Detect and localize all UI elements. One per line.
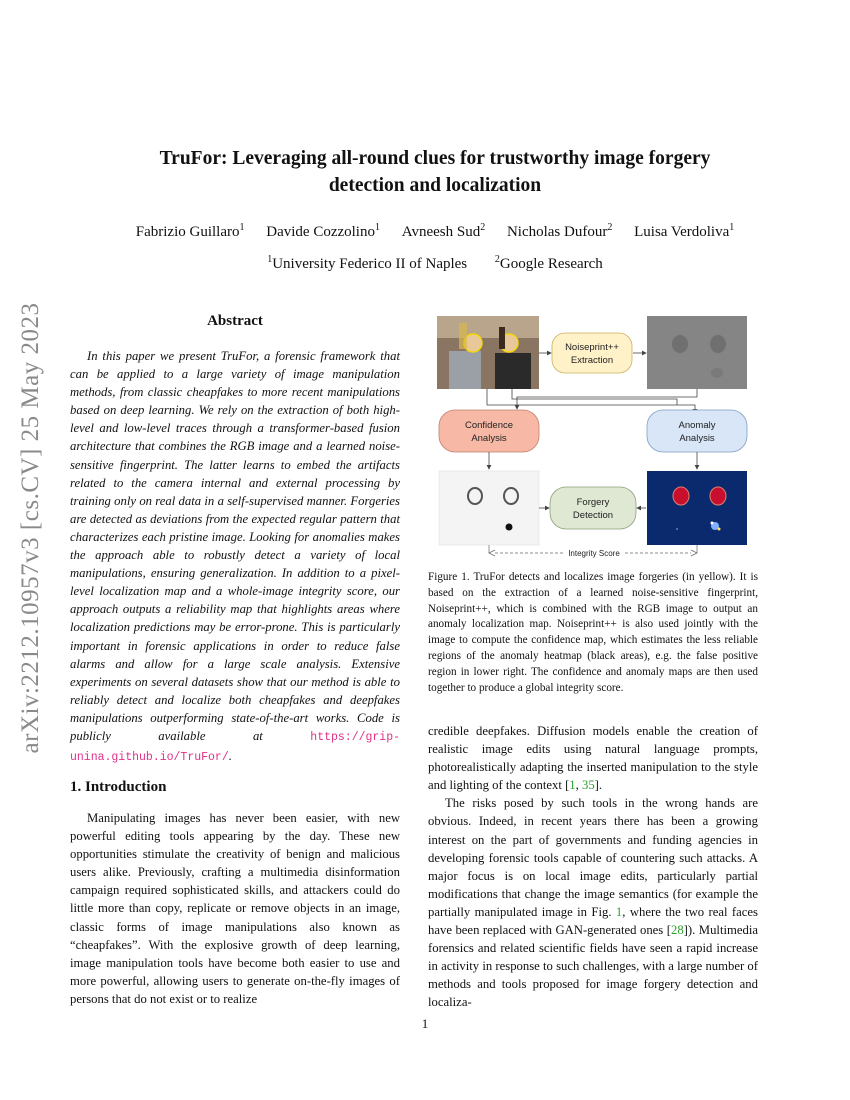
caption-text: TruFor detects and localizes image forgeries (in yellow). It is based on the extraction of a learned noise-sensitive fingerprint, Noiseprint++, which is combined with the RGB image to output an anomaly localization map. Noiseprint++ is also used jointly with the image to compute the confidence map, which estimates the less reliable regions of the anomaly heatmap (black areas), e.g. the false positive region in lower right. The confidence and anomaly maps are then used together to produce a global integrity score. bbox=[428, 571, 758, 694]
anomaly-analysis-box bbox=[647, 410, 747, 452]
forgery-label-1: Forgery bbox=[576, 497, 610, 508]
anomaly-label-1: Anomaly bbox=[678, 420, 716, 431]
title-line-1: TruFor: Leveraging all-round clues for trustworthy image forgery bbox=[159, 148, 711, 169]
paragraph: The risks posed by such tools in the wrong hands are obvious. Indeed, in recent years there has been a growing interest on the part of governments and funding agencies in developing forensic tools capable of countering such attacks. A major focus is on local image edits, particularly partial modifications that change the image semantics (for example the partially manipulated image in Fig. 1, where the two real faces have been replaced with GAN-generated ones [28]). Multimedia forensics and related scientific fields have seen a rapid increase in activity in response to such challenges, with a large number of methods and tools proposed for image forgery detection and localiza- bbox=[428, 796, 759, 1010]
title-line-2: detection and localization bbox=[328, 175, 542, 196]
input-photo bbox=[437, 316, 539, 389]
confidence-analysis-box bbox=[439, 410, 539, 452]
author: Luisa Verdoliva$^1$ bbox=[634, 222, 735, 240]
affiliation: $^1$University Federico II of Naples bbox=[267, 254, 468, 272]
figure-1-caption bbox=[428, 570, 758, 696]
paper-title bbox=[70, 145, 800, 199]
page-number: 1 bbox=[421, 1016, 429, 1031]
abstract-heading: Abstract bbox=[207, 313, 263, 329]
confidence-label-1: Confidence bbox=[464, 420, 514, 431]
noiseprint-label-1: Noiseprint++ bbox=[565, 342, 619, 353]
citation-link[interactable]: 1 bbox=[569, 778, 576, 793]
integrity-score-label: Integrity Score bbox=[568, 549, 620, 558]
noiseprint-label-2: Extraction bbox=[570, 355, 614, 366]
section-heading-introduction: 1. Introduction bbox=[70, 779, 167, 795]
anomaly-label-2: Analysis bbox=[679, 433, 715, 444]
author-list bbox=[70, 224, 800, 241]
right-column-text bbox=[428, 722, 758, 1012]
forgery-label-2: Detection bbox=[572, 510, 614, 521]
author: Nicholas Dufour$^2$ bbox=[506, 222, 613, 240]
citation-link[interactable]: 35 bbox=[581, 778, 595, 793]
confidence-label-2: Analysis bbox=[471, 433, 507, 444]
author: Fabrizio Guillaro$^1$ bbox=[135, 222, 245, 240]
citation-link[interactable]: 28 bbox=[670, 923, 684, 938]
arxiv-id: arXiv:2212.10957v3 [cs.CV] 25 May 2023 bbox=[17, 302, 44, 754]
noiseprint-map bbox=[647, 316, 747, 389]
figure-1-diagram bbox=[437, 313, 757, 563]
author: Avneesh Sud$^2$ bbox=[401, 222, 486, 240]
code-link[interactable]: https://grip-unina.github.io/TruFor/ bbox=[70, 730, 401, 765]
abstract-body: In this paper we present TruFor, a forensic framework that can be applied to a large variety of image manipulation methods, from classic cheapfakes to more recent manipulations based on deep learning. We rely on the extraction of both high-level and low-level traces through a transformer-based fusion architecture that combines the RGB image and a learned noise-sensitive fingerprint. The latter learns to embed the artifacts related to the camera internal and external processing by training only on real data in a self-supervised manner. Forgeries are detected as deviations from the expected regular pattern that characterizes each pristine image. Looking for anomalies makes the approach able to robustly detect a variety of local manipulations, ensuring generalization. In addition to a pixel-level localization map and a whole-image integrity score, our approach outputs a reliability map that highlights areas where localization predictions may be error-prone. This is particularly important in forensic applications in order to reduce false alarms and allow for a large scale analysis. Extensive experiments on several datasets show that our method is able to reliably detect and localize both cheapfakes and deepfakes manipulations outperforming state-of-the-art works. Code is publicly available at https://grip-unina.github.io/TruFor/. bbox=[70, 349, 401, 765]
affiliation-list bbox=[70, 256, 800, 273]
figure-reference-link[interactable]: 1 bbox=[615, 904, 623, 919]
noiseprint-extraction-box bbox=[552, 333, 632, 373]
introduction-paragraph: Manipulating images has never been easier, with new powerful editing tools appearing by the day. These new opportunities stimulate the creativity of benign and malicious users alike. Previously, crafting a multimedia disinformation campaign required sophisticated skills, and attackers could do little more than copy, replicate or remove objects in an image, classic forms of image manipulations also known as “cheapfakes”. With the explosive growth of deep learning, image manipulation tools have become both easier to use and more powerful, allowing users to generate on-the-fly images of persons that do not exist or to realize bbox=[70, 811, 400, 1006]
abstract-text: In this paper we present TruFor, a forensic framework that can be applied to a large variety of image manipulation methods, from classic cheapfakes to more recent manipulations based on deep learning. We rely on the extraction of both high-level and low-level traces through a transformer-based fusion architecture that combines the RGB image and a learned noise-sensitive fingerprint. The latter learns to embed the artifacts related to the camera internal and external processing by training only on real data in a self-supervised manner. Forgeries are detected as deviations from the expected regular pattern that characterizes each pristine image. Looking for anomalies makes the approach able to robustly detect a variety of local manipulations, ensuring generalization. In addition to a pixel-level localization map and a whole-image integrity score, our approach outputs a reliability map that highlights areas where localization predictions may be error-prone. This is particularly important in forensic applications in order to reduce false alarms and allow for a large scale analysis. Extensive experiments on several datasets show that our method is able to reliably detect and localize both cheapfakes and deepfakes manipulations outperforming state-of-the-art works. Code is publicly available at bbox=[70, 349, 400, 743]
caption-label: Figure 1. bbox=[428, 571, 470, 583]
paragraph: credible deepfakes. Diffusion models enable the creation of realistic image edits using natural language prompts, photorealistically adapting the inserted manipulation to the style and lighting of the context [1, 35]. bbox=[428, 724, 758, 793]
arxiv-sidebar-stamp bbox=[8, 0, 54, 1100]
anomaly-heatmap bbox=[647, 471, 747, 545]
affiliation: $^2$Google Research bbox=[494, 254, 603, 272]
confidence-map bbox=[439, 471, 539, 545]
author: Davide Cozzolino$^1$ bbox=[266, 222, 380, 240]
forgery-detection-box bbox=[550, 487, 636, 529]
